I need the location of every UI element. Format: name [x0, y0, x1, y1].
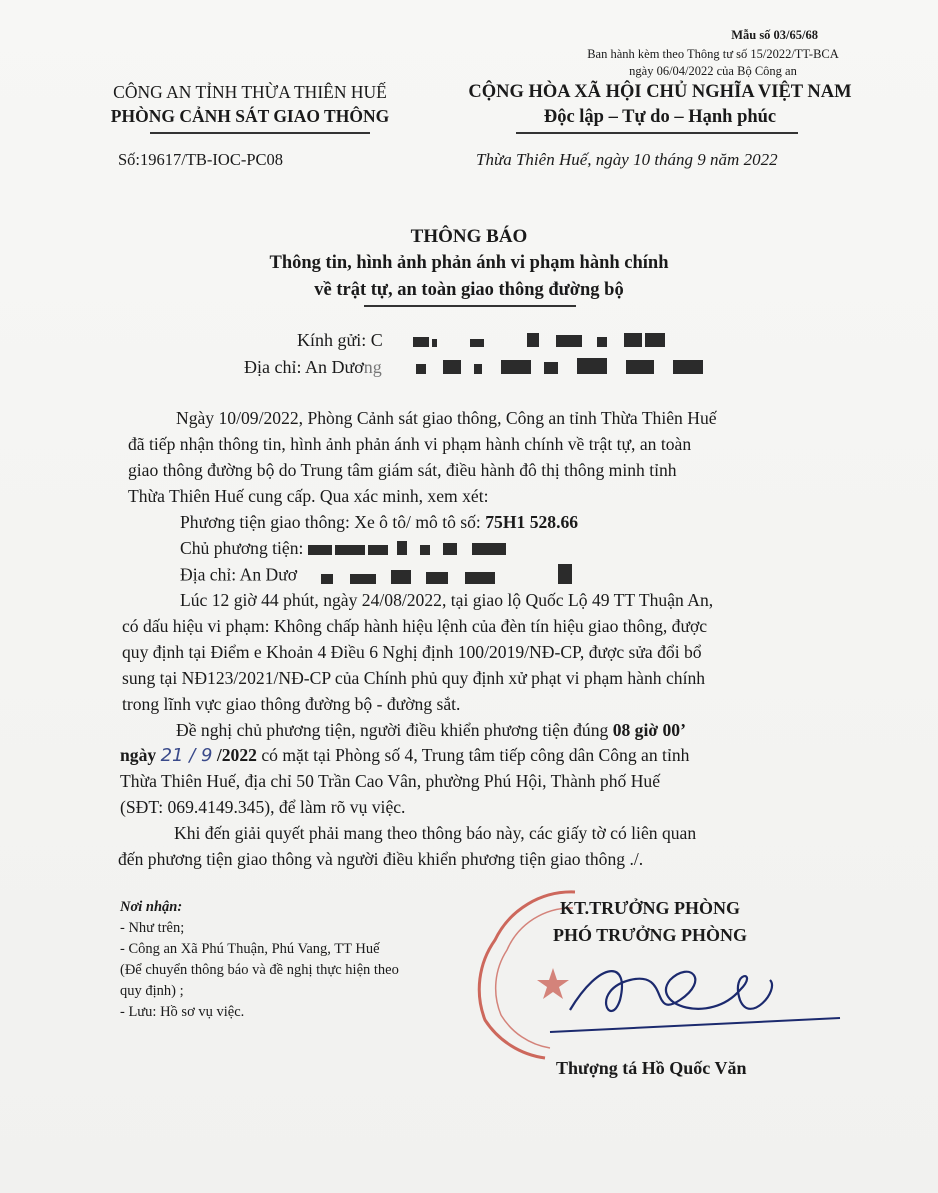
receiver-item: (Để chuyển thông báo và đề nghị thực hiện theo [120, 962, 399, 978]
redacted-address [386, 358, 706, 379]
agency-line-2: PHÒNG CẢNH SÁT GIAO THÔNG [110, 106, 390, 126]
motto-underline [516, 132, 798, 134]
paragraph-1-line-1: Ngày 10/09/2022, Phòng Cảnh sát giao thông, Công an tỉnh Thừa Thiên Huế [176, 408, 717, 428]
owner-line [180, 538, 509, 560]
document-subtitle-1: Thông tin, hình ảnh phản ánh vi phạm hành chính [269, 253, 669, 273]
receiver-item: quy định) ; [120, 983, 184, 999]
appointment-time: 08 giờ 00’ [612, 720, 686, 740]
handwritten-signature [540, 930, 850, 1050]
paragraph-1-line-4: Thừa Thiên Huế cung cấp. Qua xác minh, xem xét: [128, 486, 489, 506]
circular-reference [548, 46, 878, 80]
document-number: Số:19617/TB-IOC-PC08 [118, 150, 284, 169]
receiver-item: - Lưu: Hồ sơ vụ việc. [120, 1004, 245, 1020]
redacted-owner-address [301, 564, 575, 589]
paragraph-4-line-1: Khi đến giải quyết phải mang theo thông báo này, các giấy tờ có liên quan [174, 823, 697, 843]
nation-line-1: CỘNG HÒA XÃ HỘI CHỦ NGHĨA VIỆT NAM [468, 82, 852, 102]
vehicle-label: Phương tiện giao thông: Xe ô tô/ mô tô số: [180, 512, 486, 532]
receivers-block [120, 897, 399, 1023]
circular-line-2: ngày 06/04/2022 của Bộ Công an [629, 64, 797, 78]
nation-heading [440, 80, 880, 130]
paragraph-2-line-2: có dấu hiệu vi phạm: Không chấp hành hiệu lệnh của đèn tín hiệu giao thông, được [122, 616, 708, 636]
form-number: Mẫu số 03/65/68 [731, 28, 818, 42]
vehicle-plate: 75H1 528.66 [485, 512, 579, 532]
paragraph-4-line-2: đến phương tiện giao thông và người điều khiển phương tiện giao thông ./. [118, 849, 644, 869]
receiver-item: - Công an Xã Phú Thuận, Phú Vang, TT Huế [120, 941, 380, 957]
paragraph-3-line-4: (SĐT: 069.4149.345), để làm rõ vụ việc. [120, 797, 406, 817]
paragraph-2-line-5: trong lĩnh vực giao thông đường bộ - đường sắt. [122, 694, 461, 714]
paragraph-1-line-2: đã tiếp nhận thông tin, hình ảnh phản ánh vi phạm hành chính về trật tự, an toàn [128, 434, 692, 454]
agency-line-1: CÔNG AN TỈNH THỪA THIÊN HUẾ [113, 82, 387, 102]
vehicle-line [180, 512, 578, 533]
recipient-address-visible: ng [363, 357, 382, 377]
recipient-visible: C [370, 330, 383, 350]
recipient-address-line [244, 357, 706, 379]
receivers-title: Nơi nhận: [120, 899, 183, 915]
agency-underline [150, 132, 370, 134]
document-subtitle-2: về trật tự, an toàn giao thông đường bộ [314, 280, 624, 300]
paragraph-3-line-3: Thừa Thiên Huế, địa chỉ 50 Trần Cao Vân, phường Phú Hội, Thành phố Huế [120, 771, 661, 791]
redacted-owner [308, 539, 509, 560]
receiver-item: - Như trên; [120, 920, 185, 936]
owner-address-line [180, 564, 575, 589]
document-title: THÔNG BÁO [410, 226, 528, 247]
signer-name: Thượng tá Hồ Quốc Văn [556, 1058, 747, 1078]
paragraph-1-line-3: giao thông đường bộ do Trung tâm giám sát, điều hành đô thị thông minh tỉnh [128, 460, 677, 480]
paragraph-3-line-2 [120, 745, 689, 766]
agency-heading [60, 80, 440, 128]
appointment-location: có mặt tại Phòng số 4, Trung tâm tiếp công dân Công an tỉnh [256, 745, 690, 765]
subtitle-underline [364, 305, 576, 307]
redacted-name [387, 331, 668, 352]
appointment-day-handwritten: 21 / 9 [160, 745, 213, 766]
nation-line-2: Độc lập – Tự do – Hạnh phúc [543, 107, 777, 127]
signature-title-1: KT.TRƯỞNG PHÒNG [560, 898, 740, 918]
owner-address-label: Địa chỉ: An Dươ [180, 564, 298, 585]
recipient-label: Kính gửi: [297, 330, 371, 350]
appointment-day-label: ngày [120, 745, 161, 765]
appointment-year: /2022 [212, 745, 257, 765]
recipient-address-label: Địa chỉ: An Dươ [244, 357, 364, 377]
paragraph-2-line-3: quy định tại Điểm e Khoản 4 Điều 6 Nghị định 100/2019/NĐ-CP, được sửa đổi bổ [122, 642, 702, 662]
paragraph-3-text: Đề nghị chủ phương tiện, người điều khiển phương tiện đúng [176, 720, 613, 740]
recipient-line [297, 330, 668, 352]
place-and-date: Thừa Thiên Huế, ngày 10 tháng 9 năm 2022 [476, 150, 778, 169]
owner-label: Chủ phương tiện: [180, 538, 308, 558]
paragraph-2-line-1: Lúc 12 giờ 44 phút, ngày 24/08/2022, tại giao lộ Quốc Lộ 49 TT Thuận An, [180, 590, 714, 610]
signature-title-2: PHÓ TRƯỞNG PHÒNG [553, 925, 748, 945]
paragraph-3-line-1 [176, 720, 686, 741]
circular-line-1: Ban hành kèm theo Thông tư số 15/2022/TT-BCA [587, 47, 839, 61]
paragraph-2-line-4: sung tại NĐ123/2021/NĐ-CP của Chính phủ quy định xử phạt vi phạm hành chính [122, 668, 706, 688]
